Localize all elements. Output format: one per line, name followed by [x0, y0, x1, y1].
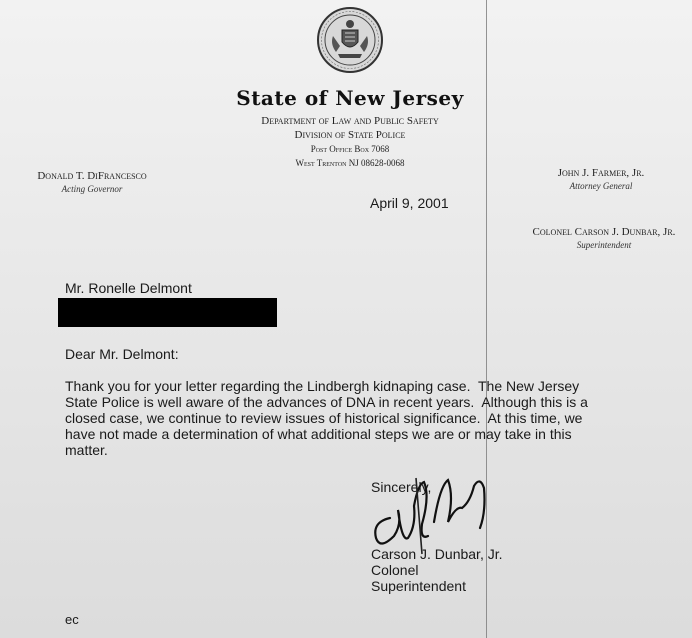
salutation: Dear Mr. Delmont:	[65, 346, 179, 362]
handwritten-signature	[362, 466, 502, 556]
superintendent-name: Colonel Carson J. Dunbar, Jr.	[532, 226, 676, 238]
signer-name: Carson J. Dunbar, Jr.	[371, 546, 503, 562]
signer-rank: Colonel	[371, 562, 419, 578]
body-line: have not made a determination of what additional steps we are or may take in this	[65, 426, 572, 442]
signature-block	[371, 546, 503, 594]
division-name: Division of State Police	[294, 129, 406, 141]
attorney-general-block	[536, 167, 666, 191]
body-line: closed case, we continue to review issues of historical significance. At this time, we	[65, 410, 583, 426]
department-header	[200, 114, 500, 170]
superintendent-title: Superintendent	[576, 240, 632, 250]
letter-body	[65, 378, 625, 458]
body-line: matter.	[65, 442, 108, 458]
closing: Sincerely,	[371, 479, 432, 495]
po-box: Post Office Box 7068	[310, 144, 390, 154]
body-line: Thank you for your letter regarding the Lindbergh kidnaping case. The New Jersey	[65, 378, 580, 394]
governor-block	[12, 170, 172, 194]
state-seal-icon	[316, 6, 384, 74]
redacted-address	[58, 298, 277, 327]
attorney-general-name: John J. Farmer, Jr.	[557, 167, 645, 179]
body-line: State Police is well aware of the advances of DNA in recent years. Although this is a	[65, 394, 588, 410]
department-name: Department of Law and Public Safety	[261, 115, 439, 127]
superintendent-block	[516, 226, 692, 250]
governor-name: Donald T. DiFrancesco	[37, 170, 147, 182]
state-title: State of New Jersey	[236, 86, 464, 110]
recipient-name: Mr. Ronelle Delmont	[65, 280, 192, 296]
mailing-address: West Trenton NJ 08628-0068	[295, 158, 405, 168]
letter-date: April 9, 2001	[370, 195, 449, 211]
signer-title: Superintendent	[371, 578, 466, 594]
governor-title: Acting Governor	[61, 184, 123, 194]
cc-notation: ec	[65, 612, 79, 627]
attorney-general-title: Attorney General	[569, 181, 633, 191]
